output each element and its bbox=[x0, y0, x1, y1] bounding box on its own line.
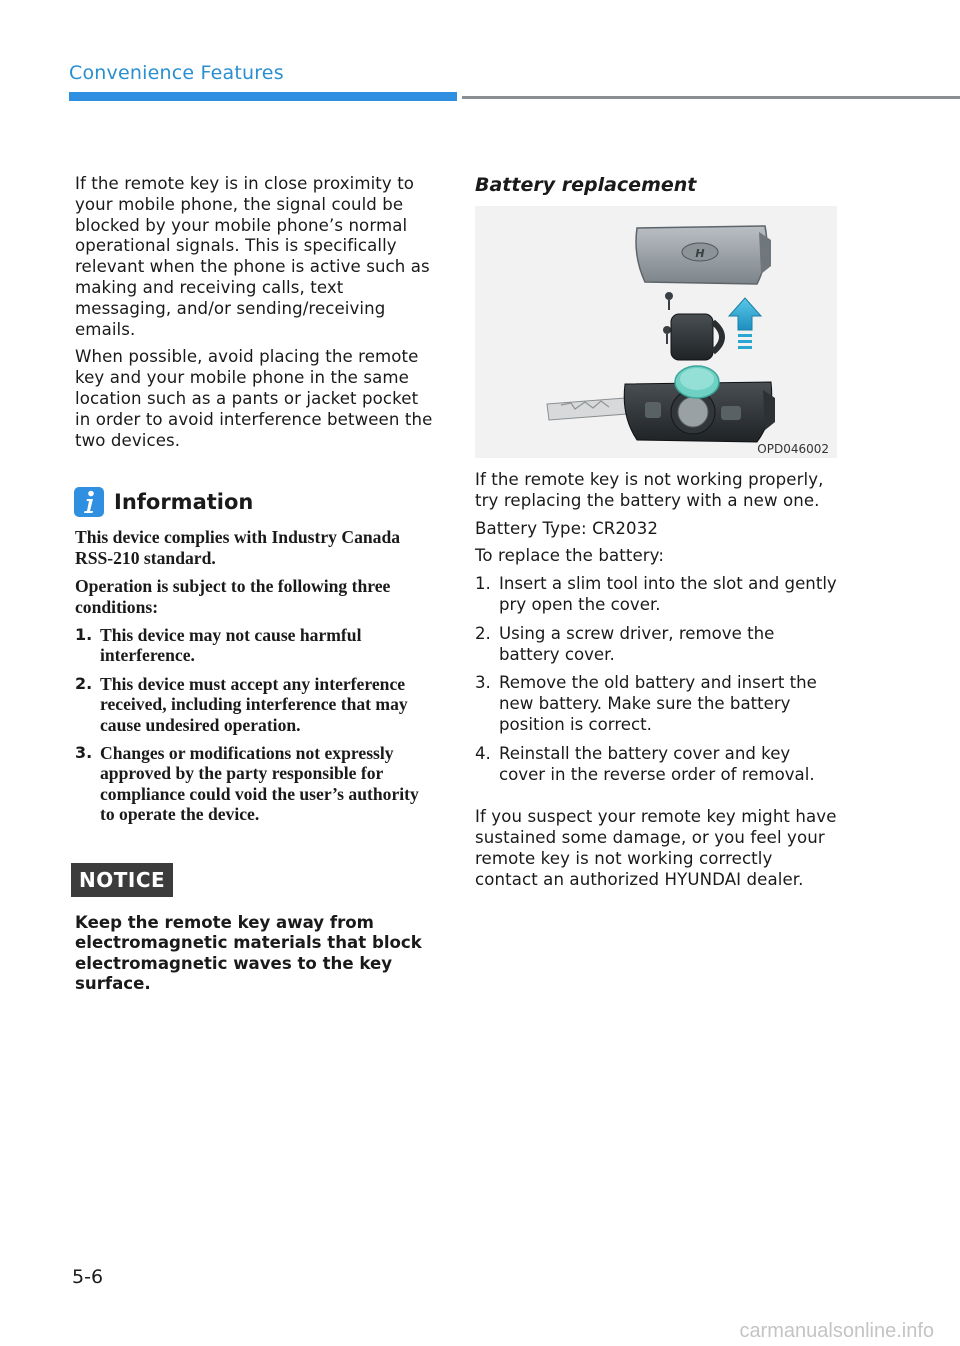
list-item bbox=[475, 574, 837, 616]
header-divider-line bbox=[462, 96, 960, 99]
info-compliance-line: This device complies with Industry Canada RSS-210 standard. bbox=[75, 527, 401, 568]
step-number: 1. bbox=[475, 574, 491, 594]
list-item-number: 2. bbox=[75, 673, 93, 693]
list-item-text: This device may not cause harmful interference. bbox=[100, 624, 362, 666]
battery-type-text: Battery Type: CR2032 bbox=[475, 518, 659, 538]
damage-dealer-paragraph: If you suspect your remote key might have sustained some damage, or you feel your remote key is not working correctly contact an authorized HYUNDAI dealer. bbox=[475, 807, 837, 889]
list-item bbox=[75, 743, 435, 825]
list-item bbox=[75, 674, 435, 735]
key-blade-shape bbox=[547, 398, 627, 420]
key-cover-shape bbox=[636, 226, 771, 284]
replacement-steps-list bbox=[475, 574, 837, 785]
step-text: Using a screw driver, remove the battery cover. bbox=[499, 623, 775, 664]
information-heading bbox=[74, 487, 435, 517]
key-disassembly-illustration bbox=[475, 206, 837, 458]
figure-code: OPD046002 bbox=[757, 442, 829, 456]
conditions-list bbox=[75, 625, 435, 825]
info-conditions-line: Operation is subject to the following three conditions: bbox=[75, 576, 391, 617]
battery-intro-paragraph: If the remote key is not working properly, try replacing the battery with a new one. bbox=[475, 470, 824, 510]
list-item-text: This device must accept any interference received, including interference that may cause undesired operation. bbox=[100, 673, 408, 735]
list-item-text: Changes or modifications not expressly approved by the party responsible for compliance could void the user’s authority to operate the device. bbox=[100, 743, 419, 825]
proximity-paragraph: If the remote key is in close proximity to your mobile phone, the signal could be blocked by your mobile phone’s normal operational signals. This is specifically relevant when the phone is active such as making and receiving calls, text messaging, and/or sending/receiving emails. bbox=[75, 174, 430, 339]
notice-badge: NOTICE bbox=[71, 863, 173, 897]
watermark-link[interactable]: carmanualsonline.info bbox=[739, 1320, 934, 1342]
svg-text:H: H bbox=[695, 247, 705, 260]
page-number: 5-6 bbox=[72, 1266, 104, 1288]
list-item-number: 3. bbox=[75, 743, 93, 763]
step-number: 4. bbox=[475, 743, 491, 763]
list-item-number: 1. bbox=[75, 624, 93, 644]
section-header-title: Convenience Features bbox=[69, 62, 284, 84]
step-text: Reinstall the battery cover and key cover in the reverse order of removal. bbox=[499, 743, 815, 784]
left-column bbox=[75, 174, 435, 995]
list-item bbox=[475, 624, 837, 666]
list-item bbox=[475, 673, 837, 735]
battery-shape bbox=[675, 366, 719, 398]
right-column bbox=[475, 174, 837, 898]
list-item bbox=[75, 625, 435, 666]
header-accent-bar bbox=[69, 92, 457, 101]
info-icon bbox=[74, 487, 104, 517]
step-number: 3. bbox=[475, 673, 491, 693]
battery-cover-shape bbox=[671, 314, 722, 360]
arrow-up-icon bbox=[729, 298, 761, 349]
information-body bbox=[75, 527, 435, 824]
battery-replacement-title: Battery replacement bbox=[475, 174, 697, 196]
replace-intro-text: To replace the battery: bbox=[475, 546, 665, 566]
step-text: Insert a slim tool into the slot and gently pry open the cover. bbox=[499, 574, 837, 614]
step-number: 2. bbox=[475, 623, 491, 643]
placement-paragraph: When possible, avoid placing the remote key and your mobile phone in the same location such as a pants or jacket pocket in order to avoid interference between the two devices. bbox=[75, 347, 433, 450]
step-text: Remove the old battery and insert the new battery. Make sure the battery position is correct. bbox=[499, 673, 817, 734]
notice-text: Keep the remote key away from electromagnetic materials that block electromagnetic waves to the key surface. bbox=[75, 912, 422, 994]
list-item bbox=[475, 744, 837, 786]
information-title: Information bbox=[114, 490, 254, 515]
key-battery-figure bbox=[475, 206, 837, 458]
